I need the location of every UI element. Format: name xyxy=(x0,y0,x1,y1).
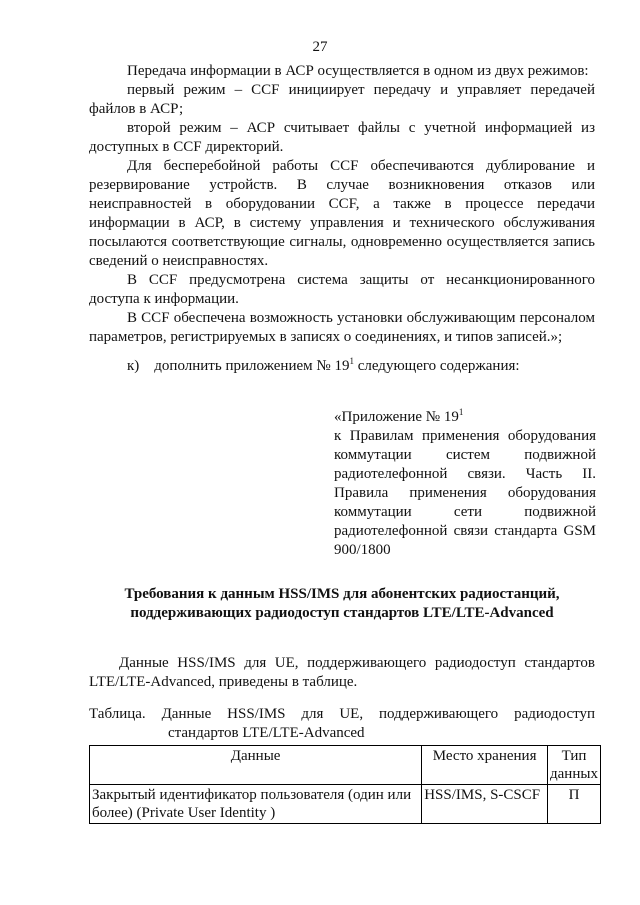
item-tail: следующего содержания: xyxy=(353,358,520,374)
column-header-data: Данные xyxy=(90,746,422,785)
paragraph: Для бесперебойной работы CCF обеспечиваются дублирование и резервирование устройств. В случае возникновения отказов или неисправностей в оборудовании CCF, а также в процессе передачи информации в АСР, в систему управления и технического обслуживания посылаются соответствующие сигналы, одновременно осуществляется запись сведений о неисправностях. xyxy=(89,158,595,269)
heading-line-2: поддерживающих радиодоступ стандартов LTE/LTE-Advanced xyxy=(130,605,554,621)
intro-text: Данные HSS/IMS для UE, поддерживающего радиодоступ стандартов LTE/LTE-Advanced, приведены в таблице. xyxy=(89,655,595,690)
column-header-type: Тип данных xyxy=(547,746,600,785)
caption-line-1: Таблица. Данные HSS/IMS для UE, поддерживающего радиодоступ xyxy=(89,706,595,722)
appendix-superscript: 1 xyxy=(458,407,464,417)
list-item-k xyxy=(127,357,597,376)
table-row xyxy=(90,785,601,824)
paragraph: второй режим – АСР считывает файлы с учетной информацией из доступных в CCF директорий. xyxy=(89,120,595,155)
column-header-storage: Место хранения xyxy=(422,746,548,785)
heading-line-1: Требования к данным HSS/IMS для абонентских радиостанций, xyxy=(124,586,560,602)
body-text xyxy=(89,62,595,347)
data-table xyxy=(89,745,601,824)
item-marker: к) xyxy=(127,358,140,374)
paragraph: Передача информации в АСР осуществляется в одном из двух режимов: xyxy=(127,63,589,79)
section-heading xyxy=(89,585,595,623)
table-cell: Закрытый идентификатор пользователя (один или более) (Private User Identity ) xyxy=(90,785,422,824)
appendix-title-line xyxy=(334,408,596,427)
page-number: 27 xyxy=(312,39,328,55)
caption-line-2: стандартов LTE/LTE-Advanced xyxy=(168,725,365,741)
table-cell: П xyxy=(547,785,600,824)
table-caption xyxy=(89,705,595,743)
item-text: дополнить приложением № 19 xyxy=(154,358,350,374)
table-header-row xyxy=(90,746,601,785)
paragraph: В CCF обеспечена возможность установки обслуживающим персоналом параметров, регистрируемых в записях о соединениях, и типов записей.»; xyxy=(89,310,595,345)
intro-paragraph xyxy=(89,654,595,692)
paragraph: В CCF предусмотрена система защиты от несанкционированного доступа к информации. xyxy=(89,272,595,307)
appendix-text: к Правилам применения оборудования коммутации систем подвижной радиотелефонной связи. Часть II. Правила применения оборудования коммутации сети подвижной радиотелефонной связи стандарта GSM 900/1800 xyxy=(334,428,596,558)
appendix-header xyxy=(334,408,596,560)
appendix-title: «Приложение № 19 xyxy=(334,409,459,425)
paragraph: первый режим – CCF инициирует передачу и управляет передачей файлов в АСР; xyxy=(89,82,595,117)
table-cell: HSS/IMS, S-CSCF xyxy=(422,785,548,824)
item-superscript: 1 xyxy=(349,356,354,366)
